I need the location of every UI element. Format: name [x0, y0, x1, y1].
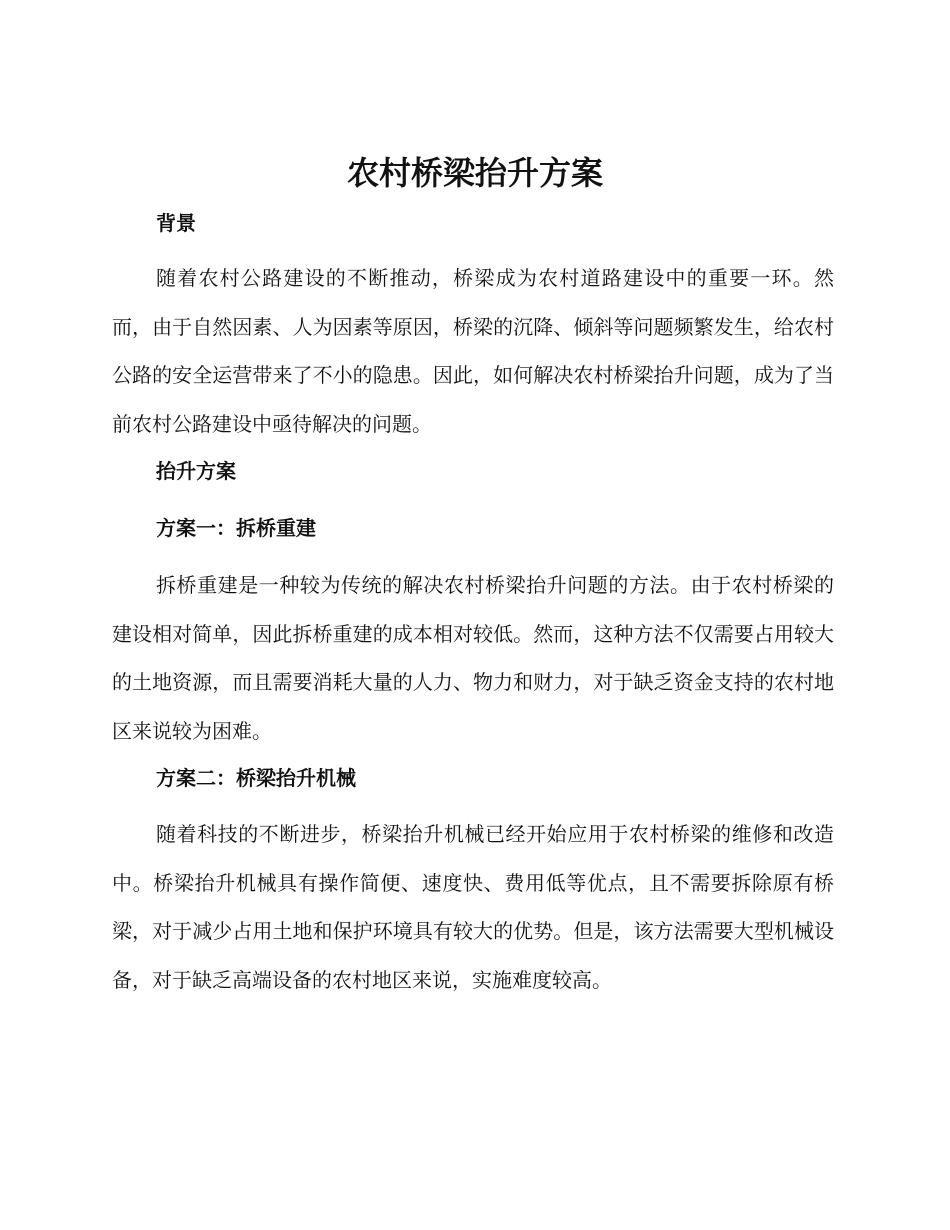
document-title: 农村桥梁抬升方案 [346, 154, 603, 192]
subsection-heading-plan2: 方案二：桥梁抬升机械 [156, 766, 356, 790]
paragraph-background: 随着农村公路建设的不断推动，桥梁成为农村道路建设中的重要一环。然而，由于自然因素、人为因素等原因，桥梁的沉降、倾斜等问题频繁发生，给农村公路的安全运营带来了不小的隐患。因此，如何解决农村桥梁抬升问题，成为了当前农村公路建设中亟待解决的问题。 [112, 266, 834, 436]
section-heading-background: 背景 [156, 211, 196, 235]
paragraph-plan1: 拆桥重建是一种较为传统的解决农村桥梁抬升问题的方法。由于农村桥梁的建设相对简单，因此拆桥重建的成本相对较低。然而，这种方法不仅需要占用较大的土地资源，而且需要消耗大量的人力、物力和财力，对于缺乏资金支持的农村地区来说较为困难。 [112, 573, 834, 743]
paragraph-plan2: 随着科技的不断进步，桥梁抬升机械已经开始应用于农村桥梁的维修和改造中。桥梁抬升机械具有操作简便、速度快、费用低等优点，且不需要拆除原有桥梁，对于减少占用土地和保护环境具有较大的优势。但是，该方法需要大型机械设备，对于缺乏高端设备的农村地区来说，实施难度较高。 [112, 822, 834, 992]
section-heading-plans: 抬升方案 [156, 459, 236, 483]
subsection-heading-plan1: 方案一：拆桥重建 [156, 516, 316, 540]
